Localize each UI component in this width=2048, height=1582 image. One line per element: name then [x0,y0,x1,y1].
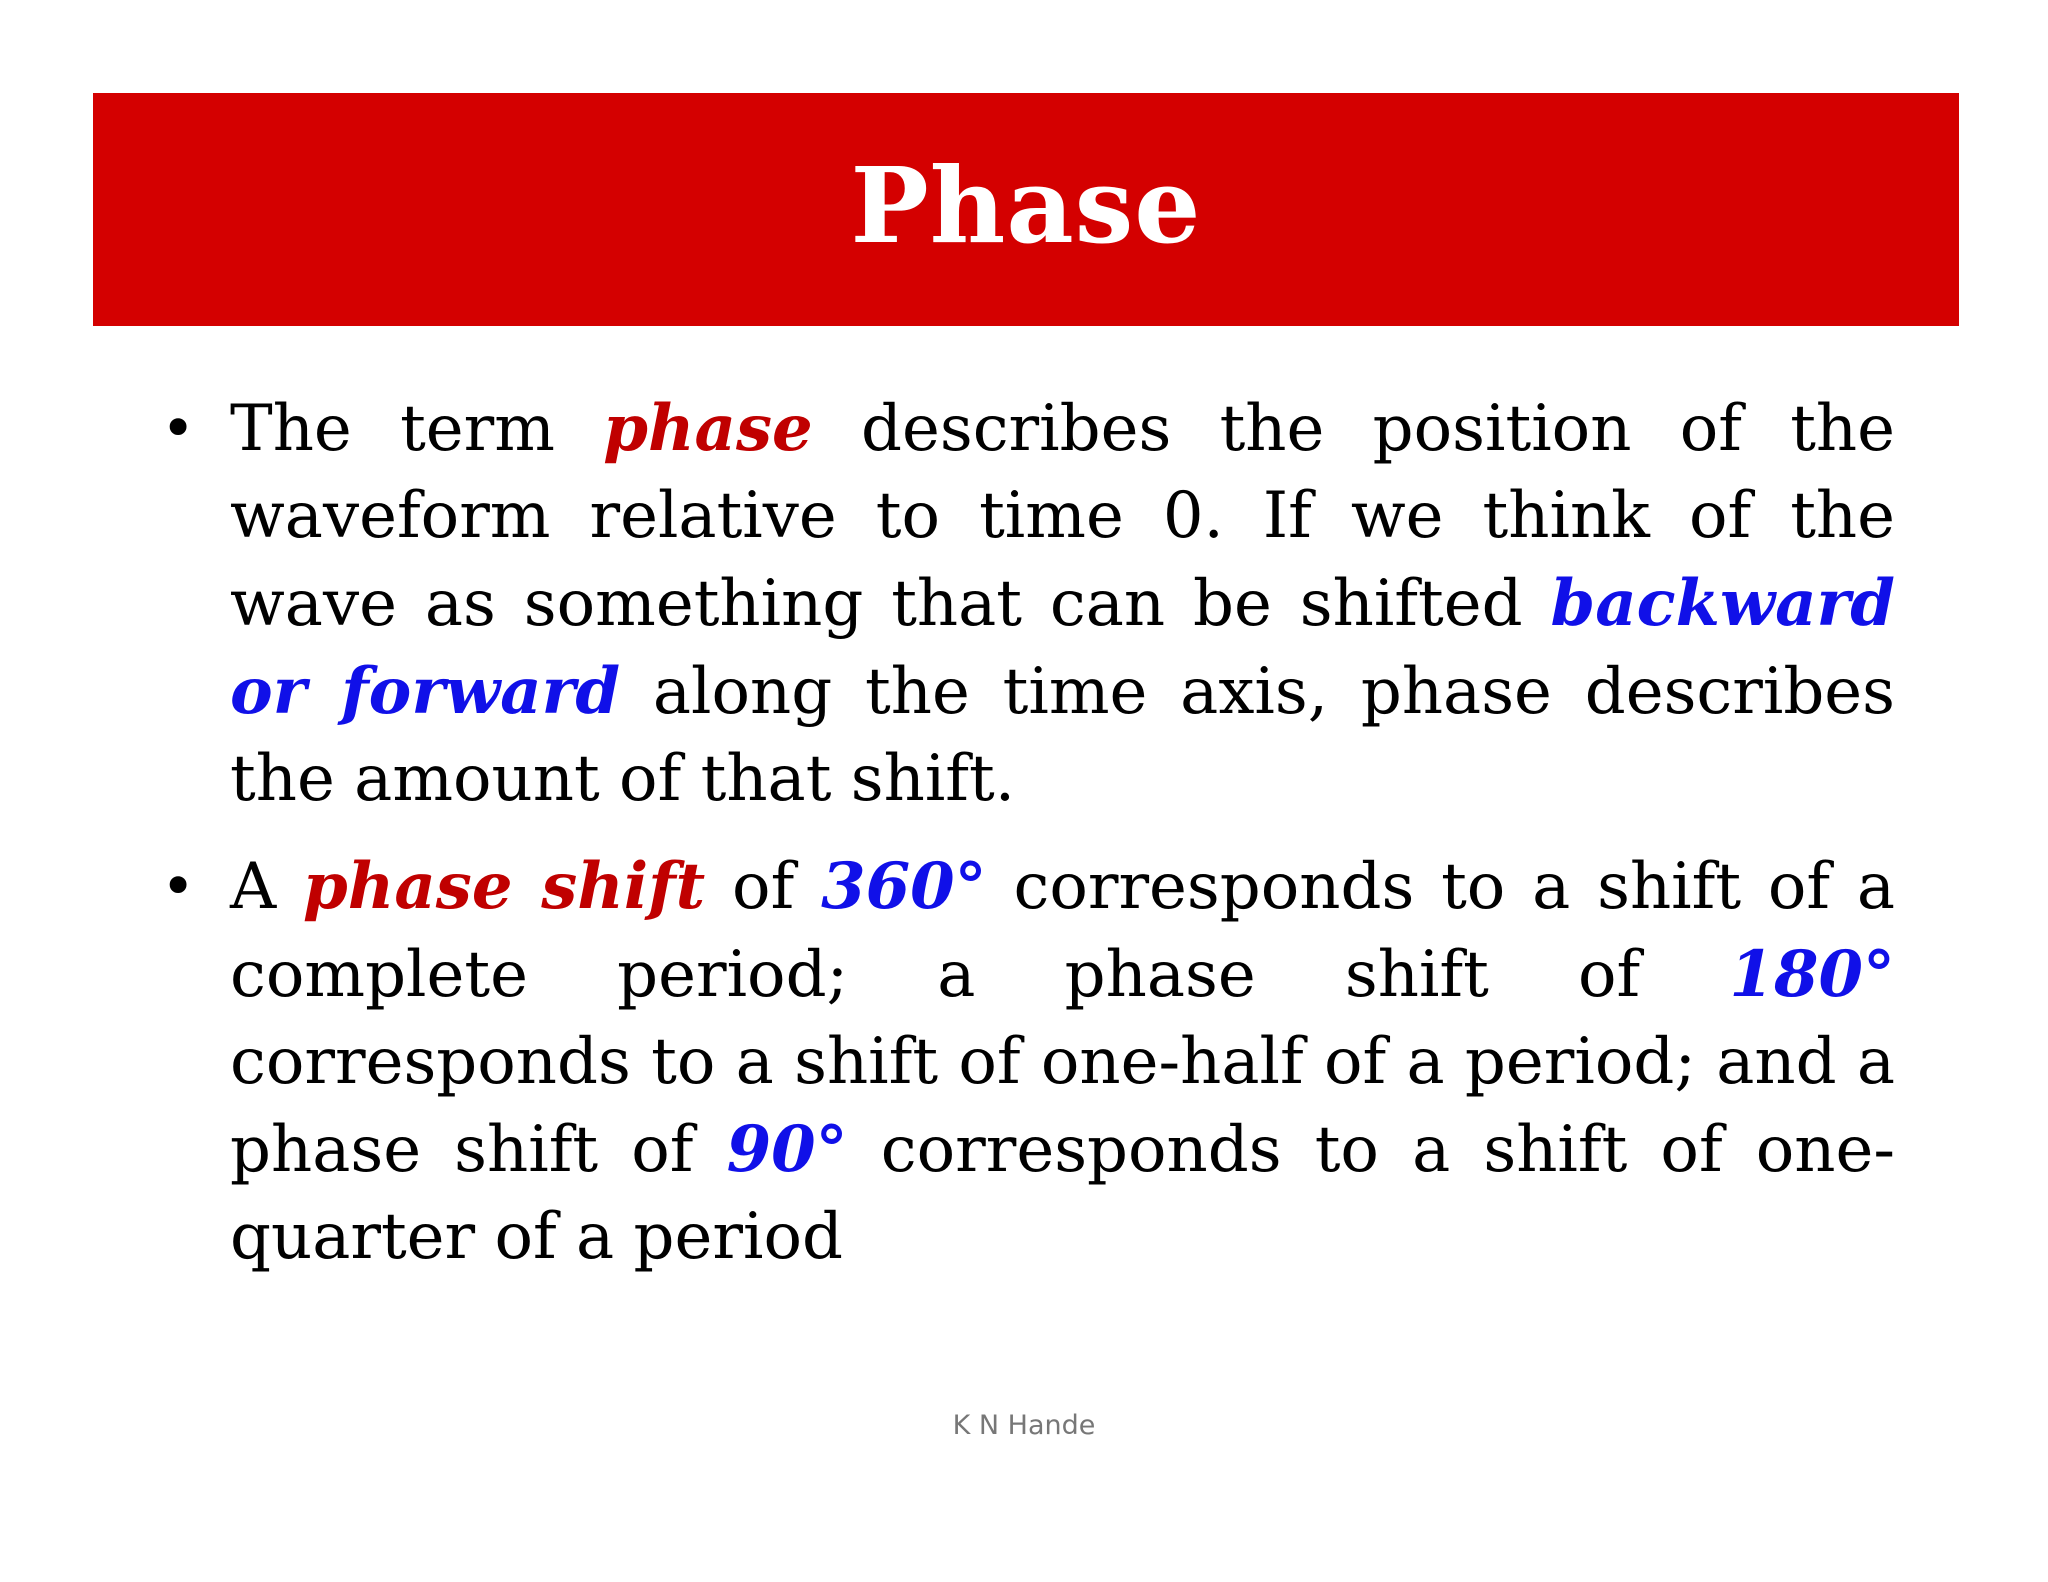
title-bar [93,93,1959,326]
text-segment: The term [230,392,604,466]
text-segment: A [230,850,304,924]
footer-author: K N Hande [952,1410,1096,1441]
emphasis-90-degrees: 90° [726,1112,848,1187]
bullet-dot-icon: • [161,852,196,920]
text-segment: corresponds to a shift of one-quarter of a period [230,1113,1896,1274]
emphasis-backward-or-forward: backward or forward [230,566,1895,729]
text-segment: of [705,850,822,924]
emphasis-360-degrees: 360° [821,849,987,924]
emphasis-phase: phase [603,391,813,466]
text-segment: corresponds to a shift of one-half of a period; and a phase shift of [230,1025,1895,1187]
bullet-text-1 [230,385,1895,823]
bullet-item-1 [155,385,1895,823]
text-segment: corresponds to a shift of a complete period; a phase shift of [230,850,1896,1012]
text-segment: along the time axis, phase describes the amount of that shift. [230,655,1896,816]
text-segment: describes the position of the waveform relative to time 0. If we think of the wave as something that can be shifted [230,392,1895,641]
bullet-item-2 [155,843,1895,1281]
emphasis-180-degrees: 180° [1729,937,1895,1012]
slide-title: Phase [850,144,1202,267]
emphasis-phase-shift: phase shift [303,849,706,924]
bullet-text-2 [230,843,1895,1281]
bullet-list [155,385,1895,1301]
bullet-dot-icon: • [161,394,196,462]
